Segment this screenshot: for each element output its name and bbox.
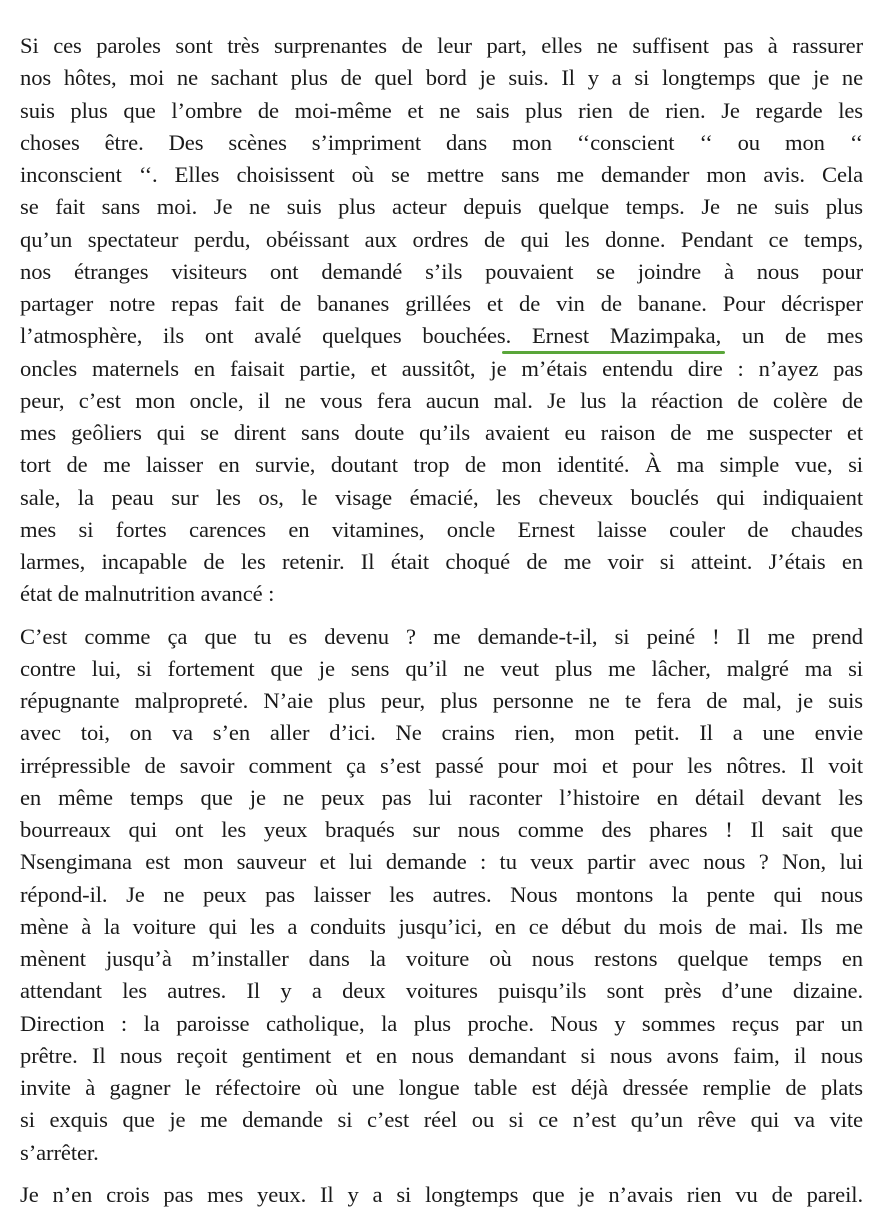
paragraph-1 <box>20 30 863 611</box>
text-line: sale, la peau sur les os, le visage émacié, les cheveux bouclés qui indiquaient <box>20 484 863 510</box>
text-line: suis plus que l’ombre de moi-même et ne sais plus rien de rien. Je regarde les <box>20 97 863 123</box>
text-line: Nsengimana est mon sauveur et lui demande : tu veux partir avec nous ? Non, lui <box>20 849 863 875</box>
text-line: en même temps que je ne peux pas lui raconter l’histoire en détail devant les <box>20 784 863 810</box>
text-line: tort de me laisser en survie, doutant trop de mon identité. À ma simple vue, si <box>20 452 863 478</box>
text-line: attendant les autres. Il y a deux voitures puisqu’ils sont près d’une dizaine. <box>20 978 863 1004</box>
text-line: peur, c’est mon oncle, il ne vous fera aucun mal. Je lus la réaction de colère de <box>20 387 863 413</box>
text-line: se fait sans moi. Je ne suis plus acteur depuis quelque temps. Je ne suis plus <box>20 194 863 220</box>
text-line: si exquis que je me demande si c’est réel ou si ce n’est qu’un rêve qui va vite <box>20 1107 863 1133</box>
text-line: Direction : la paroisse catholique, la plus proche. Nous y sommes reçus par un <box>20 1010 863 1036</box>
text-line: nos étranges visiteurs ont demandé s’ils pouvaient se joindre à nous pour <box>20 258 863 284</box>
text-line: contre lui, si fortement que je sens qu’il ne veut plus me lâcher, malgré ma si <box>20 655 863 681</box>
text-line: irrépressible de savoir comment ça s’est passé pour moi et pour les nôtres. Il voit <box>20 752 863 778</box>
text-line: s’arrêter. <box>20 1139 99 1165</box>
text-line: partager notre repas fait de bananes grillées et de vin de banane. Pour décrisper <box>20 291 863 316</box>
text-line: inconscient ‘‘. Elles choisissent où se mettre sans me demander mon avis. Cela <box>20 162 863 187</box>
text-line: mes geôliers qui se dirent sans doute qu’ils avaient eu raison de me suspecter et <box>20 420 863 445</box>
highlight-underline <box>502 351 725 354</box>
text-line: état de malnutrition avancé : <box>20 581 275 607</box>
text-after-highlight: un de mes <box>721 323 864 349</box>
text-line: répond-il. Je ne peux pas laisser les autres. Nous montons la pente qui nous <box>20 881 863 907</box>
text-line: C’est comme ça que tu es devenu ? me demande-t-il, si peiné ! Il me prend <box>20 623 863 649</box>
text-line: larmes, incapable de les retenir. Il était choqué de me voir si atteint. J’étais en <box>20 549 863 574</box>
text-line: invite à gagner le réfectoire où une longue table est déjà dressée remplie de plats <box>20 1075 863 1100</box>
text-line-with-highlight <box>20 320 863 352</box>
text-line: prêtre. Il nous reçoit gentiment et en nous demandant si nous avons faim, il nous <box>20 1042 863 1068</box>
highlighted-name[interactable] <box>506 323 721 348</box>
text-line: répugnante malpropreté. N’aie plus peur, plus personne ne te fera de mal, je suis <box>20 688 863 713</box>
text-line: avec toi, on va s’en aller d’ici. Ne crains rien, mon petit. Il a une envie <box>20 720 863 746</box>
text-line: Si ces paroles sont très surprenantes de leur part, elles ne suffisent pas à rassurer <box>20 33 863 58</box>
document-page <box>20 30 863 1221</box>
text-line: bourreaux qui ont les yeux braqués sur nous comme des phares ! Il sait que <box>20 817 863 842</box>
text-line: Je n’en crois pas mes yeux. Il y a si longtemps que je n’avais rien vu de pareil. <box>20 1181 863 1207</box>
paragraph-2 <box>20 621 863 1169</box>
text-line: qu’un spectateur perdu, obéissant aux ordres de qui les donne. Pendant ce temps, <box>20 226 863 252</box>
paragraph-3 <box>20 1179 863 1211</box>
text-line: mes si fortes carences en vitamines, oncle Ernest laisse couler de chaudes <box>20 516 863 542</box>
highlight-text: . Ernest Mazimpaka, <box>505 323 722 349</box>
text-before-highlight: l’atmosphère, ils ont avalé quelques bouchées <box>20 323 506 349</box>
text-line: oncles maternels en faisait partie, et aussitôt, je m’étais entendu dire : n’ayez pas <box>20 355 863 381</box>
text-line: mène à la voiture qui les a conduits jusqu’ici, en ce début du mois de mai. Ils me <box>20 913 863 939</box>
text-line: choses être. Des scènes s’impriment dans mon ‘‘conscient ‘‘ ou mon ‘‘ <box>20 129 863 155</box>
text-line: nos hôtes, moi ne sachant plus de quel bord je suis. Il y a si longtemps que je ne <box>20 65 863 91</box>
text-line: mènent jusqu’à m’installer dans la voiture où nous restons quelque temps en <box>20 946 863 971</box>
